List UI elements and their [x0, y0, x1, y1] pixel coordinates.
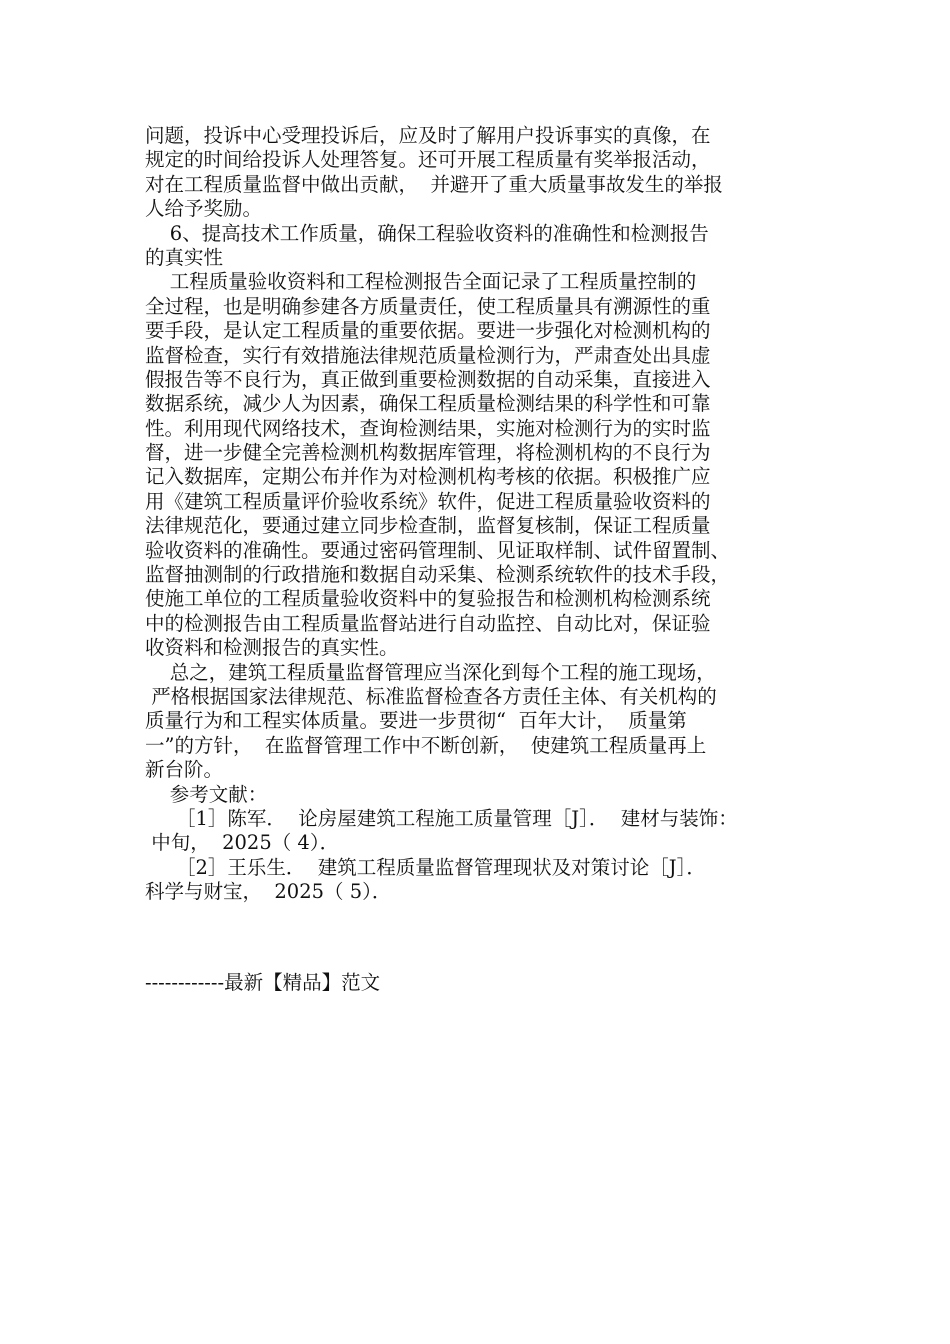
text-line: 法律规范化，要通过建立同步检查制，监督复核制，保证工程质量: [145, 514, 711, 538]
text-line: 新台阶。: [145, 758, 224, 782]
text-line: 严格根据国家法律规范、标准监督检查各方责任主体、有关机构的: [145, 684, 717, 708]
text-line: 记入数据库，定期公布并作为对检测机构考核的依据。积极推广应: [145, 465, 711, 489]
text-line: 问题，投诉中心受理投诉后，应及时了解用户投诉事实的真像，在: [145, 124, 711, 147]
text-line: 要手段，是认定工程质量的重要依据。要进一步强化对检测机构的: [145, 319, 711, 343]
text-line: 全过程，也是明确参建各方质量责任，使工程质量具有溯源性的重: [145, 294, 711, 318]
text-line: 对在工程质量监督中做出贡献， 并避开了重大质量事故发生的举报: [145, 172, 723, 196]
text-line: 假报告等不良行为，真正做到重要检测数据的自动采集，直接进入: [145, 367, 711, 391]
text-line: 人给予奖励。: [145, 197, 263, 221]
reference-item: 中旬， 2025（ 4）．: [145, 831, 340, 855]
reference-item: ［2］王乐生． 建筑工程质量监督管理现状及对策讨论［J］．: [145, 855, 706, 879]
text-line: 一”的方针， 在监督管理工作中不断创新， 使建筑工程质量再上: [145, 733, 707, 757]
text-line: 监督检查，实行有效措施法律规范质量检测行为，严肃查处出具虚: [145, 343, 711, 367]
section-heading-line: 6、提高技术工作质量，确保工程验收资料的准确性和检测报告: [145, 221, 709, 245]
section-heading-line: 的真实性: [145, 245, 224, 269]
text-line: 督，进一步健全完善检测机构数据库管理，将检测机构的不良行为: [145, 441, 711, 465]
text-line: 数据系统，减少人为因素，确保工程质量检测结果的科学性和可靠: [145, 392, 711, 416]
text-line: 监督抽测制的行政措施和数据自动采集、检测系统软件的技术手段，: [145, 563, 731, 587]
reference-item: 科学与财宝， 2025（ 5）．: [145, 880, 392, 904]
text-line: 收资料和检测报告的真实性。: [145, 636, 399, 660]
text-line: 工程质量验收资料和工程检测报告全面记录了工程质量控制的: [145, 270, 697, 294]
references-heading: 参考文献：: [145, 782, 268, 806]
document-body: [145, 124, 815, 905]
reference-item: ［1］陈军． 论房屋建筑工程施工质量管理［J］． 建材与装饰：: [145, 806, 738, 830]
text-line: 质量行为和工程实体质量。要进一步贯彻“ 百年大计， 质量第: [145, 709, 687, 733]
footer-text: ------------最新【精品】范文: [145, 971, 381, 994]
text-line: 中的检测报告由工程质量监督站进行自动监控、自动比对，保证验: [145, 611, 711, 635]
text-line: 规定的时间给投诉人处理答复。还可开展工程质量有奖举报活动，: [145, 148, 711, 172]
text-line: 用《建筑工程质量评价验收系统》软件，促进工程质量验收资料的: [145, 489, 711, 513]
text-line: 性。利用现代网络技术，查询检测结果，实施对检测行为的实时监: [145, 416, 711, 440]
text-line: 验收资料的准确性。要通过密码管理制、见证取样制、试件留置制、: [145, 538, 731, 562]
text-line: 总之，建筑工程质量监督管理应当深化到每个工程的施工现场，: [145, 660, 716, 684]
text-line: 使施工单位的工程质量验收资料中的复验报告和检测机构检测系统: [145, 587, 711, 611]
